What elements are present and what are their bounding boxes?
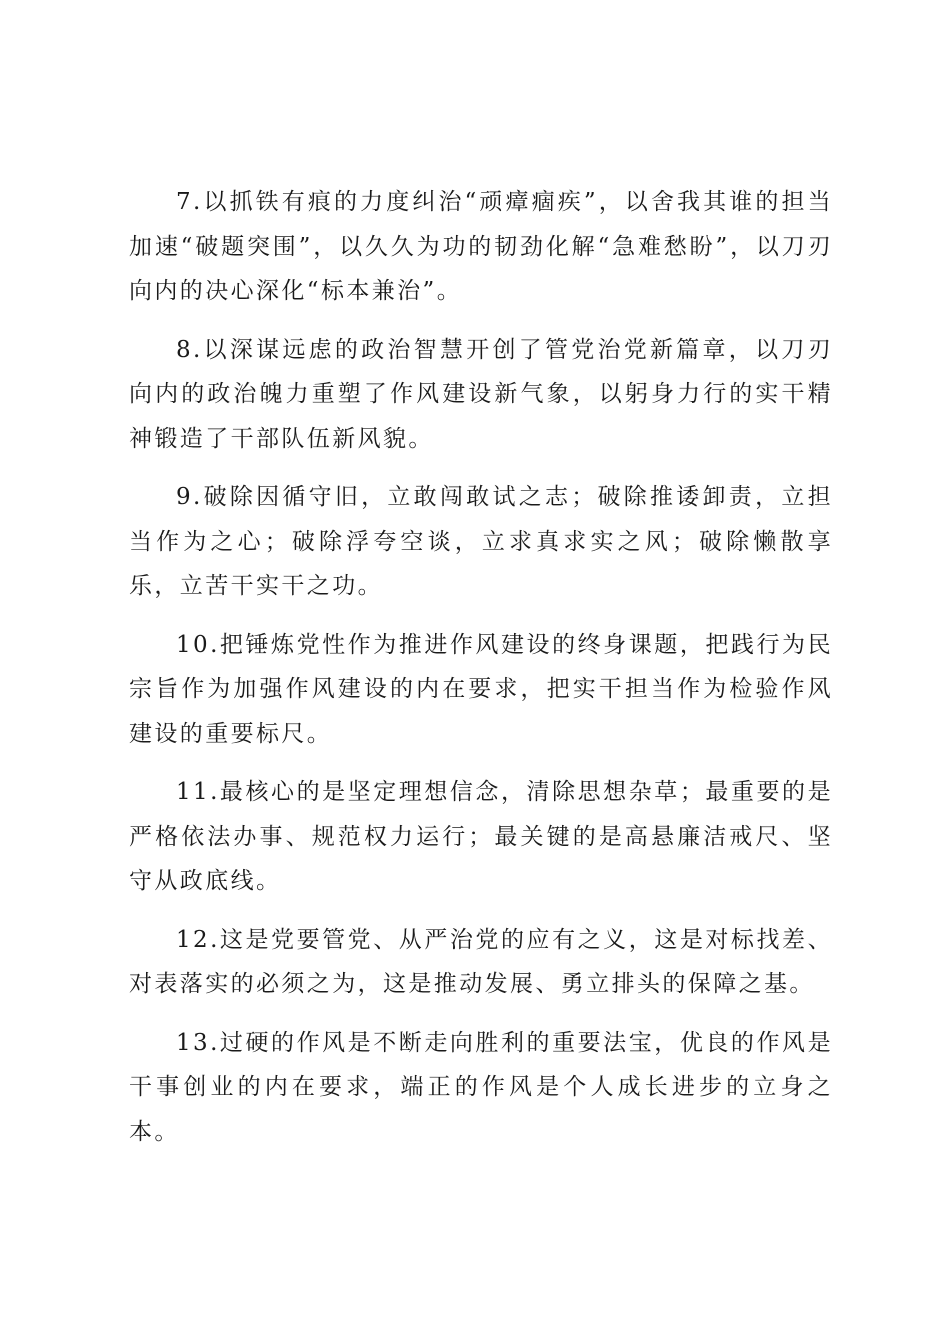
paragraph-11: 11.最核心的是坚定理想信念，清除思想杂草；最重要的是严格依法办事、规范权力运行；最关键的是高悬廉洁戒尺、坚守从政底线。 xyxy=(129,779,833,894)
paragraph-7: 7.以抓铁有痕的力度纠治“顽瘴痼疾”，以舍我其谁的担当加速“破题突围”，以久久为功的韧劲化解“急难愁盼”，以刀刃向内的决心深化“标本兼治”。 xyxy=(129,189,833,304)
paragraph-13: 13.过硬的作风是不断走向胜利的重要法宝，优良的作风是干事创业的内在要求，端正的作风是个人成长进步的立身之本。 xyxy=(129,1029,833,1145)
paragraph-10: 10.把锤炼党性作为推进作风建设的终身课题，把践行为民宗旨作为加强作风建设的内在要求，把实干担当作为检验作风建设的重要标尺。 xyxy=(129,631,833,747)
paragraph-8: 8.以深谋远虑的政治智慧开创了管党治党新篇章，以刀刃向内的政治魄力重塑了作风建设新气象，以躬身力行的实干精神锻造了干部队伍新风貌。 xyxy=(129,336,833,452)
paragraph-9: 9.破除因循守旧，立敢闯敢试之志；破除推诿卸责，立担当作为之心；破除浮夸空谈，立求真求实之风；破除懒散享乐，立苦干实干之功。 xyxy=(129,484,833,599)
document-body xyxy=(129,180,833,1168)
paragraph-12: 12.这是党要管党、从严治党的应有之义，这是对标找差、对表落实的必须之为，这是推动发展、勇立排头的保障之基。 xyxy=(129,926,833,997)
